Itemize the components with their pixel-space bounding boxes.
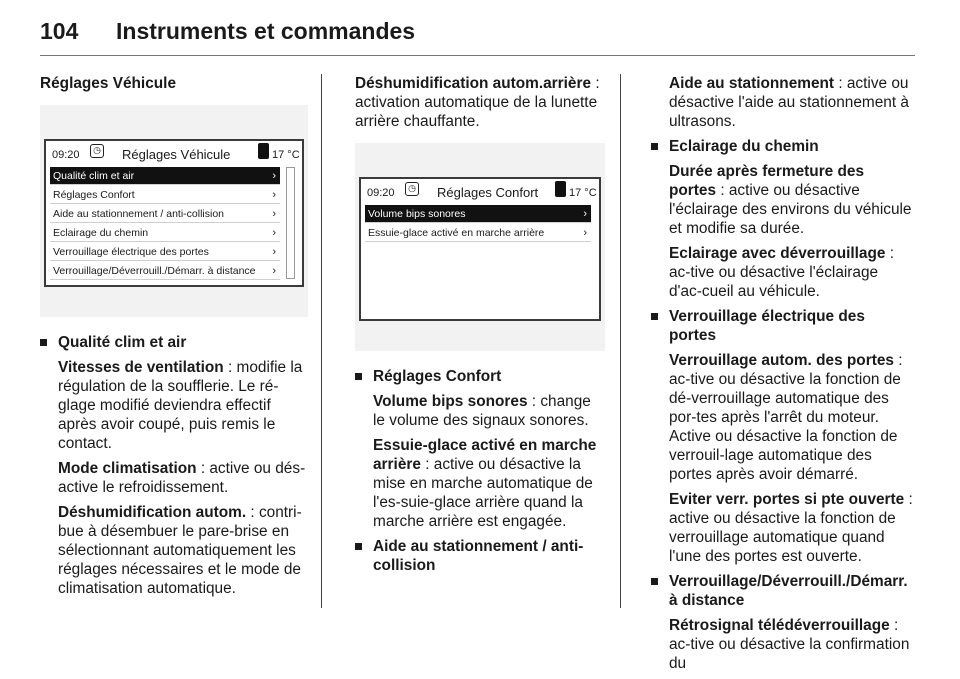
term: Verrouillage autom. des portes — [669, 352, 894, 369]
paragraph — [58, 503, 308, 598]
screen-illustration — [40, 105, 308, 317]
display-screen — [44, 139, 304, 287]
screen-status-bar — [361, 179, 599, 203]
term: Aide au stationnement — [669, 75, 835, 92]
bullet-item — [651, 572, 913, 610]
paragraph — [669, 244, 913, 301]
menu-item-label: Volume bips sonores — [368, 208, 466, 220]
display-screen — [359, 177, 601, 321]
paragraph — [669, 616, 913, 673]
term: Volume bips sonores — [373, 393, 528, 410]
chevron-right-icon: › — [272, 246, 276, 258]
square-bullet-icon — [355, 373, 362, 380]
paragraph — [373, 436, 605, 531]
paragraph — [669, 74, 913, 131]
screen-title: Réglages Confort — [437, 185, 539, 200]
chevron-right-icon: › — [272, 170, 276, 182]
square-bullet-icon — [40, 339, 47, 346]
column-2 — [355, 74, 605, 581]
bullet-item — [40, 333, 308, 352]
chevron-right-icon: › — [583, 227, 587, 239]
menu-item-label: Verrouillage électrique des portes — [53, 246, 209, 258]
screen-time: 09:20 — [52, 149, 80, 161]
description: : ac-tive ou désactive la fonction de dé-verrouillage automatique des por-tes après l'arrêt du moteur. Active ou désactive la fonction de verrouil-lage automatique des portes après avoir démarré. — [669, 352, 903, 483]
menu-item[interactable] — [50, 262, 280, 280]
screen-title: Réglages Véhicule — [122, 147, 231, 162]
screen-time: 09:20 — [367, 187, 395, 199]
paragraph — [669, 162, 913, 238]
chevron-right-icon: › — [272, 208, 276, 220]
square-bullet-icon — [355, 543, 362, 550]
menu-item-label: Réglages Confort — [53, 189, 135, 201]
description: : contri-bue à désembuer le pare-brise en sélectionnant automatiquement les réglages nécessaires et le mode de climatisation automatique. — [58, 504, 302, 597]
bullet-item — [355, 537, 605, 575]
bullet-heading: Qualité clim et air — [58, 334, 187, 351]
description: : active ou désactive l'aide au stationnement à ultrasons. — [669, 75, 909, 130]
menu-item[interactable] — [50, 167, 280, 185]
description: : active ou désactive la mise en marche automatique de l'es-suie-glace arrière quand la marche arrière est engagée. — [373, 456, 593, 530]
bullet-heading: Verrouillage/Déverrouill./Démarr. à distance — [669, 573, 908, 609]
description: : change le volume des signaux sonores. — [373, 393, 591, 429]
scrollbar[interactable] — [286, 167, 295, 279]
menu-item[interactable] — [50, 205, 280, 223]
column-3 — [651, 74, 913, 679]
menu-item[interactable] — [365, 224, 591, 242]
bullet-heading: Aide au stationnement / anti-collision — [373, 538, 584, 574]
paragraph — [669, 490, 913, 566]
menu-item[interactable] — [50, 243, 280, 261]
section-title: Réglages Véhicule — [40, 75, 177, 92]
paragraph — [355, 74, 605, 131]
column-divider — [321, 74, 322, 608]
chevron-right-icon: › — [272, 265, 276, 277]
header-rule — [40, 55, 915, 56]
description: : modifie la régulation de la soufflerie. Le ré-glage modifié deviendra effectif après avoir coupé, puis remis le contact. — [58, 359, 303, 452]
bullet-item — [355, 367, 605, 386]
thermometer-icon — [258, 143, 269, 159]
term: Mode climatisation — [58, 460, 197, 477]
clock-icon: ◷ — [405, 182, 419, 196]
screen-temp: 17 °C — [569, 187, 597, 199]
square-bullet-icon — [651, 313, 658, 320]
term: Durée après fermeture des portes — [669, 163, 865, 199]
description: : active ou dés-active le refroidissement. — [58, 460, 306, 496]
description: : active ou désactive l'éclairage des environs du véhicule et modifie sa durée. — [669, 182, 912, 237]
screen-illustration — [355, 143, 605, 351]
menu-item-label: Eclairage du chemin — [53, 227, 149, 239]
menu-item[interactable] — [50, 186, 280, 204]
page-title: Instruments et commandes — [116, 18, 416, 44]
chevron-right-icon: › — [272, 227, 276, 239]
paragraph — [58, 459, 308, 497]
description: : ac-tive ou désactive la confirmation du — [669, 617, 910, 672]
description: : active ou désactive la fonction de verrouillage automatique quand l'une des portes est ouverte. — [669, 491, 913, 565]
bullet-heading: Réglages Confort — [373, 368, 502, 385]
screen-temp: 17 °C — [272, 149, 300, 161]
screen-status-bar — [46, 141, 302, 165]
term: Essuie-glace activé en marche arrière — [373, 437, 597, 473]
bullet-heading: Eclairage du chemin — [669, 138, 819, 155]
menu-item-label: Aide au stationnement / anti-collision — [53, 208, 225, 220]
bullet-item — [651, 137, 913, 156]
menu-item-label: Essuie-glace activé en marche arrière — [368, 227, 545, 239]
column-divider — [620, 74, 621, 608]
description: : activation automatique de la lunette arrière chauffante. — [355, 75, 600, 130]
menu-item-label: Qualité clim et air — [53, 170, 135, 182]
term: Déshumidification autom. — [58, 504, 247, 521]
term: Rétrosignal télédéverrouillage — [669, 617, 890, 634]
description: : ac-tive ou désactive l'éclairage d'ac-cueil au véhicule. — [669, 245, 895, 300]
chevron-right-icon: › — [583, 208, 587, 220]
page-header — [40, 14, 915, 58]
bullet-item — [651, 307, 913, 345]
page-number: 104 — [40, 18, 79, 44]
column-1 — [40, 74, 308, 604]
paragraph — [58, 358, 308, 453]
menu-item-label: Verrouillage/Déverrouill./Démarr. à distance — [53, 265, 256, 277]
thermometer-icon — [555, 181, 566, 197]
term: Vitesses de ventilation — [58, 359, 224, 376]
term: Déshumidification autom.arrière — [355, 75, 592, 92]
square-bullet-icon — [651, 578, 658, 585]
clock-icon: ◷ — [90, 144, 104, 158]
term: Eclairage avec déverrouillage — [669, 245, 886, 262]
menu-item[interactable] — [50, 224, 280, 242]
chevron-right-icon: › — [272, 189, 276, 201]
menu-item[interactable] — [365, 205, 591, 223]
term: Eviter verr. portes si pte ouverte — [669, 491, 905, 508]
bullet-heading: Verrouillage électrique des portes — [669, 308, 865, 344]
paragraph — [373, 392, 605, 430]
paragraph — [669, 351, 913, 484]
square-bullet-icon — [651, 143, 658, 150]
